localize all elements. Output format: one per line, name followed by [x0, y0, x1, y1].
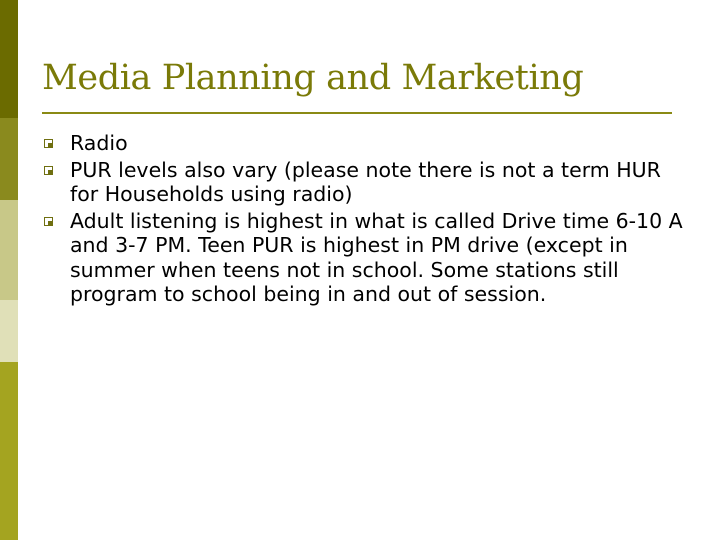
side-accent-bar	[0, 0, 18, 540]
square-bullet-icon	[44, 217, 53, 226]
slide-title: Media Planning and Marketing	[42, 58, 584, 98]
title-divider	[42, 112, 672, 114]
side-bar-segment	[0, 200, 18, 300]
bullet-item	[44, 131, 684, 156]
side-bar-segment	[0, 300, 18, 362]
square-bullet-icon	[44, 166, 53, 175]
bullet-list	[44, 131, 684, 309]
bullet-text: PUR levels also vary (please note there is not a term HUR for Households using radio)	[70, 157, 661, 206]
side-bar-segment	[0, 118, 18, 200]
side-bar-segment	[0, 0, 18, 118]
bullet-item	[44, 209, 684, 307]
square-bullet-icon	[44, 139, 53, 148]
bullet-item	[44, 158, 684, 207]
side-bar-segment	[0, 362, 18, 540]
bullet-text: Radio	[70, 131, 128, 155]
bullet-text: Adult listening is highest in what is called Drive time 6-10 A and 3-7 PM. Teen PUR is highest in PM drive (except in summer when teens not in school. Some stations still program to school being in and out of session.	[70, 208, 683, 306]
